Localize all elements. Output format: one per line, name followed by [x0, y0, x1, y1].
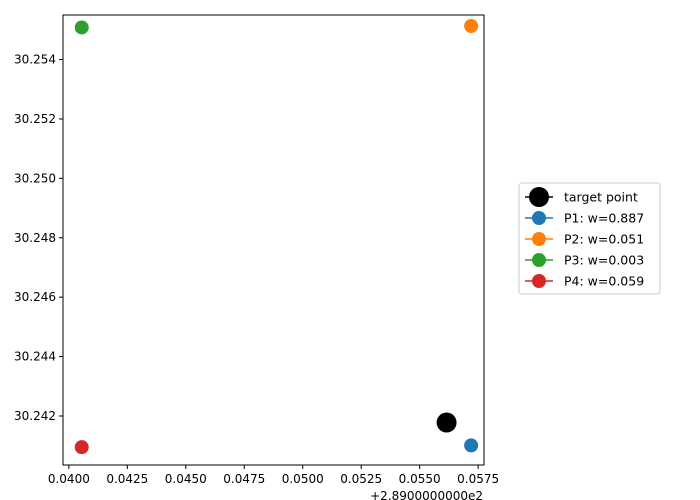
legend-label: P2: w=0.051 — [564, 231, 645, 247]
y-tick-label: 30.246 — [14, 290, 56, 305]
x-axis-offset-label: +2.8900000000e2 — [370, 489, 483, 500]
legend-entry — [525, 187, 638, 207]
legend-label: target point — [564, 189, 638, 205]
x-tick-label: 0.0525 — [340, 472, 383, 486]
x-tick-label: 0.0550 — [398, 472, 441, 486]
legend-marker — [532, 211, 546, 225]
legend-entry — [525, 274, 644, 289]
point-marker-p4 — [75, 440, 89, 454]
legend-entry — [525, 253, 644, 268]
legend-marker — [529, 187, 549, 207]
y-tick-label: 30.248 — [14, 230, 56, 245]
x-tick-label: 0.0400 — [47, 472, 90, 486]
legend-marker — [532, 274, 546, 288]
y-tick-label: 30.254 — [14, 52, 56, 67]
point-marker-p2 — [464, 19, 478, 33]
legend-marker — [532, 253, 546, 267]
x-tick-label: 0.0425 — [106, 472, 149, 486]
x-tick-label: 0.0575 — [457, 472, 500, 486]
legend-entry — [525, 211, 644, 226]
y-tick-label: 30.252 — [14, 111, 56, 126]
point-marker-p1 — [464, 438, 478, 452]
legend-entry — [525, 232, 644, 247]
legend-label: P1: w=0.887 — [564, 210, 645, 226]
x-tick-label: 0.0500 — [281, 472, 324, 486]
y-tick-label: 30.242 — [14, 408, 56, 423]
legend-marker — [532, 232, 546, 246]
legend — [519, 183, 660, 294]
legend-label: P3: w=0.003 — [564, 252, 645, 268]
legend-label: P4: w=0.059 — [564, 273, 645, 289]
x-tick-label: 0.0450 — [164, 472, 207, 486]
y-tick-label: 30.250 — [14, 171, 56, 186]
x-tick-label: 0.0475 — [223, 472, 266, 486]
target-point-marker — [437, 413, 457, 433]
y-tick-label: 30.244 — [14, 349, 56, 364]
point-marker-p3 — [75, 20, 89, 34]
